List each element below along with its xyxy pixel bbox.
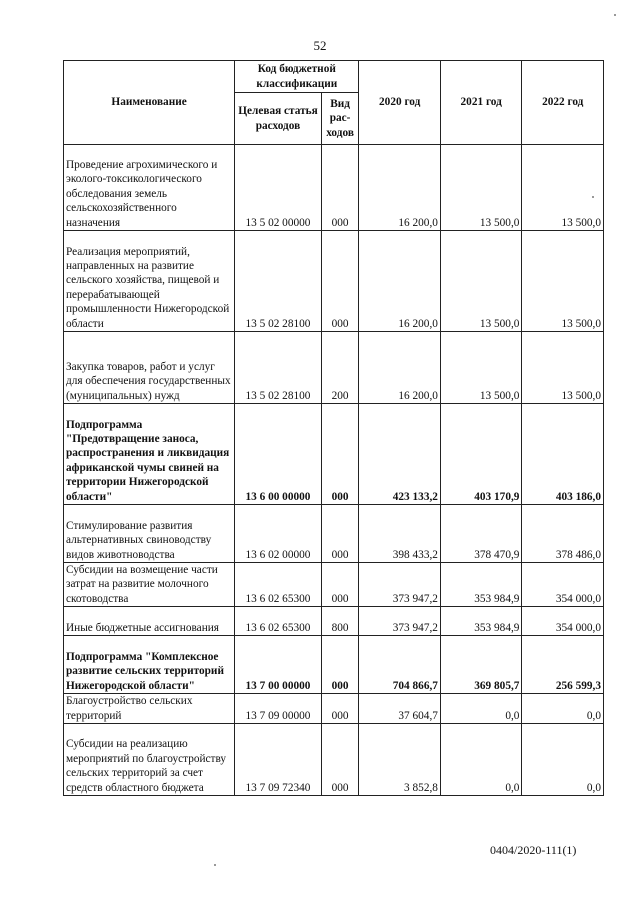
row-expense-type: 800 [321, 607, 359, 636]
row-expense-type: 000 [321, 505, 359, 563]
row-amount-2020: 373 947,2 [359, 607, 441, 636]
row-amount-2022: 378 486,0 [522, 505, 604, 563]
row-amount-2020: 37 604,7 [359, 694, 441, 724]
budget-table [63, 60, 604, 796]
table-row [64, 694, 604, 724]
row-amount-2021: 13 500,0 [440, 231, 522, 332]
header-2022: 2022 год [522, 61, 604, 145]
row-name: Подпрограмма "Комплексное развитие сельских территорий Нижегородской области" [64, 636, 235, 694]
row-amount-2022: 403 186,0 [522, 404, 604, 505]
row-amount-2020: 16 200,0 [359, 332, 441, 404]
page-number: 52 [313, 38, 327, 53]
row-target-code: 13 7 09 72340 [235, 724, 322, 796]
table-body [64, 145, 604, 796]
row-amount-2022: 13 500,0 [522, 145, 604, 231]
row-name: Реализация мероприятий, направленных на развитие сельского хозяйства, пищевой и перерабатывающей промышленности Нижегородской области [64, 231, 235, 332]
row-expense-type: 000 [321, 231, 359, 332]
row-amount-2021: 378 470,9 [440, 505, 522, 563]
row-target-code: 13 5 02 28100 [235, 231, 322, 332]
row-amount-2021: 353 984,9 [440, 607, 522, 636]
row-name: Субсидии на возмещение части затрат на развитие молочного скотоводства [64, 563, 235, 607]
row-amount-2020: 398 433,2 [359, 505, 441, 563]
header-code-group: Код бюджетной классификации [235, 61, 359, 93]
row-amount-2022: 0,0 [522, 724, 604, 796]
scan-speck [214, 864, 216, 866]
scan-speck [592, 196, 594, 198]
row-name: Закупка товаров, работ и услуг для обеспечения государственных (муниципальных) нужд [64, 332, 235, 404]
row-amount-2021: 0,0 [440, 694, 522, 724]
row-amount-2021: 13 500,0 [440, 145, 522, 231]
row-amount-2020: 423 133,2 [359, 404, 441, 505]
row-amount-2022: 13 500,0 [522, 332, 604, 404]
header-2020: 2020 год [359, 61, 441, 145]
row-amount-2020: 16 200,0 [359, 145, 441, 231]
row-amount-2020: 3 852,8 [359, 724, 441, 796]
row-target-code: 13 7 09 00000 [235, 694, 322, 724]
row-target-code: 13 5 02 28100 [235, 332, 322, 404]
row-name: Субсидии на реализацию мероприятий по благоустройству сельских территорий за счет средств областного бюджета [64, 724, 235, 796]
row-target-code: 13 6 00 00000 [235, 404, 322, 505]
row-amount-2022: 13 500,0 [522, 231, 604, 332]
table-row [64, 636, 604, 694]
row-target-code: 13 5 02 00000 [235, 145, 322, 231]
row-amount-2020: 704 866,7 [359, 636, 441, 694]
table-row [64, 231, 604, 332]
row-expense-type: 200 [321, 332, 359, 404]
row-amount-2021: 403 170,9 [440, 404, 522, 505]
row-amount-2021: 353 984,9 [440, 563, 522, 607]
row-target-code: 13 7 00 00000 [235, 636, 322, 694]
row-amount-2021: 13 500,0 [440, 332, 522, 404]
row-expense-type: 000 [321, 694, 359, 724]
table-row [64, 404, 604, 505]
row-expense-type: 000 [321, 636, 359, 694]
row-name: Проведение агрохимического и эколого-токсикологического обследования земель сельскохозяйственного назначения [64, 145, 235, 231]
header-target: Целевая статья расходов [235, 93, 322, 145]
table-row [64, 563, 604, 607]
row-amount-2022: 354 000,0 [522, 563, 604, 607]
row-expense-type: 000 [321, 724, 359, 796]
row-name: Благоустройство сельских территорий [64, 694, 235, 724]
header-2021: 2021 год [440, 61, 522, 145]
row-name: Иные бюджетные ассигнования [64, 607, 235, 636]
row-target-code: 13 6 02 65300 [235, 607, 322, 636]
row-amount-2022: 354 000,0 [522, 607, 604, 636]
row-amount-2020: 16 200,0 [359, 231, 441, 332]
row-target-code: 13 6 02 00000 [235, 505, 322, 563]
row-amount-2022: 256 599,3 [522, 636, 604, 694]
row-target-code: 13 6 02 65300 [235, 563, 322, 607]
row-amount-2022: 0,0 [522, 694, 604, 724]
row-expense-type: 000 [321, 145, 359, 231]
row-name: Стимулирование развития альтернативных свиноводству видов животноводства [64, 505, 235, 563]
row-expense-type: 000 [321, 404, 359, 505]
header-vid: Вид рас- ходов [321, 93, 359, 145]
table-row [64, 332, 604, 404]
table-row [64, 607, 604, 636]
header-name: Наименование [64, 61, 235, 145]
table-row [64, 505, 604, 563]
table-row [64, 145, 604, 231]
row-name: Подпрограмма "Предотвращение заноса, распространения и ликвидация африканской чумы свиней на территории Нижегородской области" [64, 404, 235, 505]
document-code: 0404/2020-111(1) [490, 843, 577, 857]
row-expense-type: 000 [321, 563, 359, 607]
scan-speck [614, 14, 616, 16]
row-amount-2020: 373 947,2 [359, 563, 441, 607]
table-row [64, 724, 604, 796]
row-amount-2021: 0,0 [440, 724, 522, 796]
row-amount-2021: 369 805,7 [440, 636, 522, 694]
